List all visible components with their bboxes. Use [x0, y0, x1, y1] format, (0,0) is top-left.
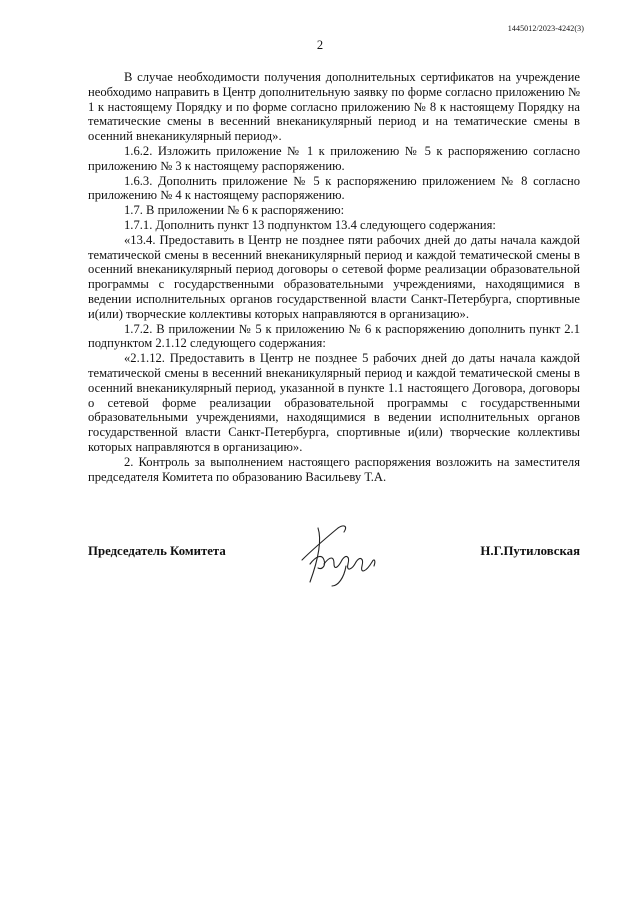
signer-title: Председатель Комитета: [88, 544, 226, 558]
paragraph-1-6-3: 1.6.3. Дополнить приложение № 5 к распоряжению приложением № 8 согласно приложению № 4 к настоящему распоряжению.: [88, 173, 580, 203]
page-number: 2: [316, 38, 324, 52]
signer-name: Н.Г.Путиловская: [480, 544, 580, 558]
paragraph-2: 2. Контроль за выполнением настоящего распоряжения возложить на заместителя председателя Комитета по образованию Васильеву Т.А.: [88, 454, 580, 484]
paragraph-2-1-12: «2.1.12. Предоставить в Центр не позднее 5 рабочих дней до даты начала каждой тематической смены в весенний внеканикулярный период и каждой тематической смены в осенний внеканикулярный период, указанной в пункте 1.1 настоящего Договора, договоры о сетевой форме реализации образовательной программы с государственными образовательными учреждениями, находящимися в ведении исполнительных органов государственной власти Санкт-Петербурга, спортивные и(или) творческие коллективы которых направляются в организацию».: [88, 351, 580, 454]
signature-block: [88, 520, 580, 590]
document-body: [88, 70, 580, 484]
paragraph-13-4: «13.4. Предоставить в Центр не позднее пяти рабочих дней до даты начала каждой тематической смены в весенний внеканикулярный период и каждой тематической смены в осенний внеканикулярный период договоры о сетевой форме реализации образовательной программы с государственными образовательными учреждениями, находящимися в ведении исполнительных органов государственной власти Санкт-Петербурга, спортивные и(или) творческие коллективы которых направляются в организацию».: [88, 232, 580, 321]
handwritten-signature: [288, 520, 388, 590]
paragraph-1-7-2: 1.7.2. В приложении № 5 к приложению № 6 к распоряжению дополнить пункт 2.1 подпунктом 2.1.12 следующего содержания:: [88, 321, 580, 351]
document-id: 1445012/2023-4242(3): [507, 24, 584, 33]
paragraph-1: В случае необходимости получения дополнительных сертификатов на учреждение необходимо направить в Центр дополнительную заявку по форме согласно приложению № 1 к настоящему Порядку и по форме согласно приложению № 8 к настоящему Порядку на тематические смены в весенний внеканикулярный период и на тематические смены в осенний внеканикулярный период».: [88, 70, 580, 144]
paragraph-1-6-2: 1.6.2. Изложить приложение № 1 к приложению № 5 к распоряжению согласно приложению № 3 к настоящему распоряжению.: [88, 143, 580, 173]
paragraph-1-7: 1.7. В приложении № 6 к распоряжению:: [124, 203, 345, 218]
paragraph-1-7-1: 1.7.1. Дополнить пункт 13 подпунктом 13.4 следующего содержания:: [124, 217, 496, 232]
